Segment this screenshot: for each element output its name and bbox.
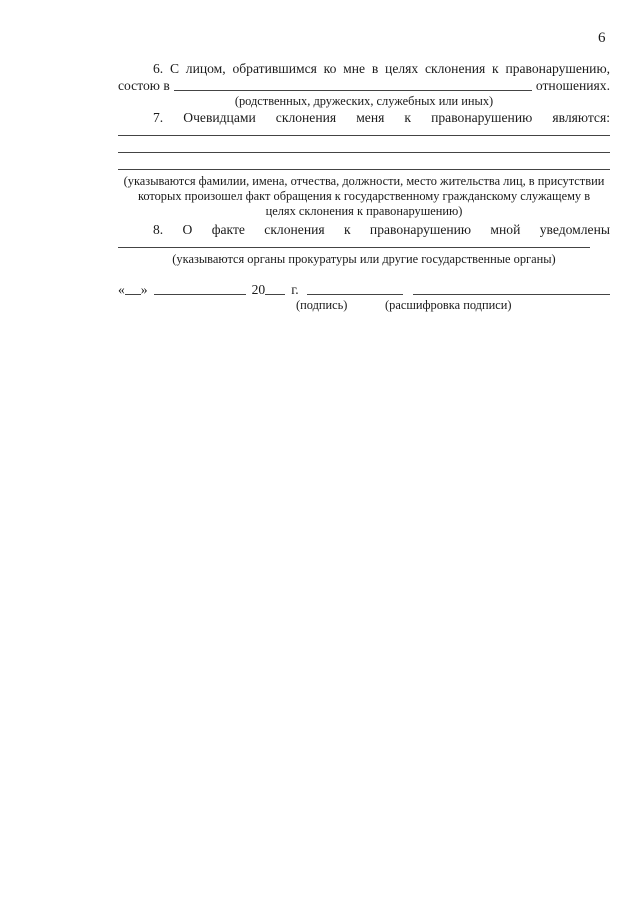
item6-note: (родственных, дружеских, служебных или иных) (234, 94, 494, 108)
date-open-quote: « (118, 282, 125, 297)
item7-note-line3: целях склонения к правонарушению) (265, 204, 463, 218)
year-suffix: г. (291, 282, 299, 297)
page-number: 6 (598, 30, 606, 46)
day-blank[interactable] (125, 282, 141, 295)
signature-row (118, 281, 610, 298)
witness-blank-3[interactable] (118, 160, 610, 170)
document-body (118, 60, 610, 313)
item7-note-line1: (указываются фамилии, имена, отчества, должности, место жительства лиц, в присутствии (123, 174, 605, 188)
signature-decoding-blank[interactable] (413, 282, 610, 295)
item6-line2 (118, 77, 610, 94)
authorities-blank[interactable] (118, 238, 590, 248)
item7-note-line2: которых произошел факт обращения к государственному гражданскому служащему в (137, 189, 591, 203)
item6-prefix: состою в (118, 78, 170, 93)
month-blank[interactable] (154, 282, 246, 295)
year-prefix: 20 (251, 282, 266, 297)
witness-blank-1[interactable] (118, 126, 610, 136)
item6-suffix: отношениях. (535, 78, 610, 93)
signature-blank[interactable] (307, 282, 403, 295)
item7-line1: 7. Очевидцами склонения меня к правонарушению являются: (153, 110, 610, 125)
year-blank[interactable] (265, 282, 285, 295)
signature-label: (подпись) (296, 298, 348, 312)
relationship-blank[interactable] (174, 78, 532, 91)
item8-line1: 8. О факте склонения к правонарушению мной уведомлены (153, 222, 610, 237)
witness-blank-2[interactable] (118, 143, 610, 153)
item8-note: (указываются органы прокуратуры или другие государственные органы) (172, 252, 556, 266)
signature-labels (118, 298, 610, 313)
decoding-label: (расшифровка подписи) (385, 298, 512, 312)
date-close-quote: » (140, 282, 148, 297)
item6-line1: 6. С лицом, обратившимся ко мне в целях склонения к правонарушению, (153, 61, 610, 76)
